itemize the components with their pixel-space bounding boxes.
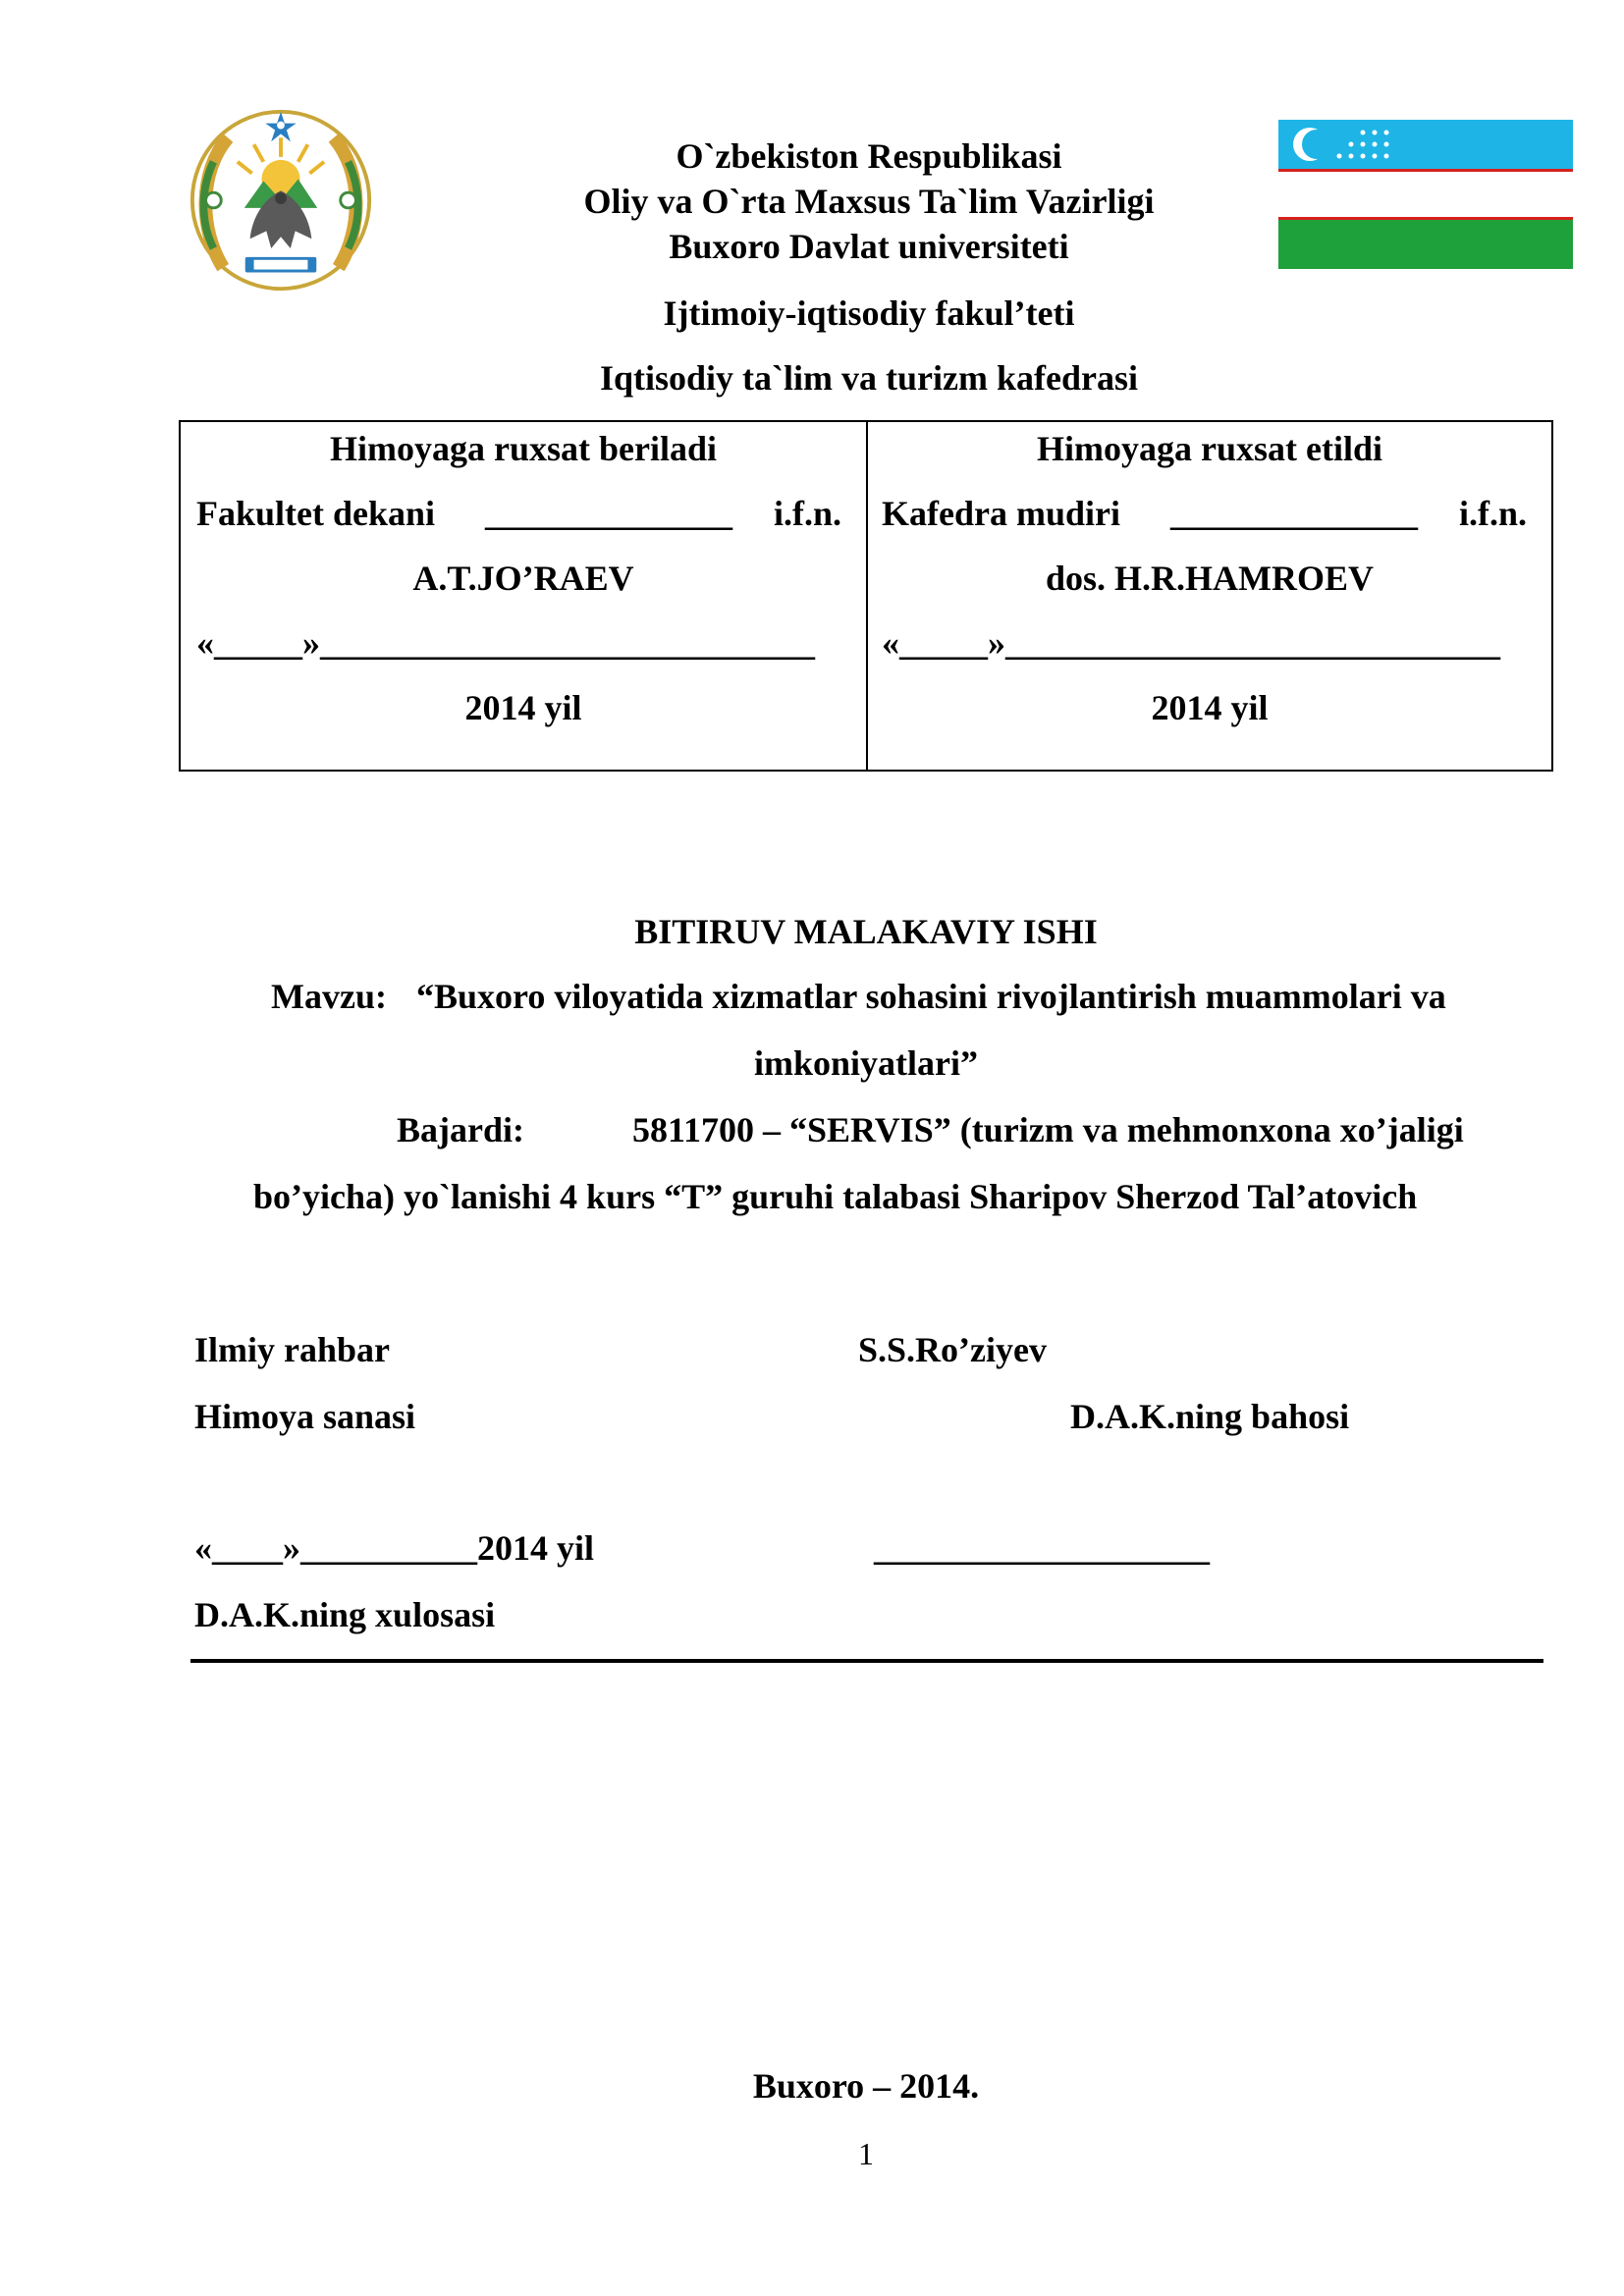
page-number: 1 [858,2136,874,2171]
topic-line-1: “Buxoro viloyatida xizmatlar sohasini rivojlantirish muammolari va [416,977,1446,1016]
approval-left-cell [181,422,868,770]
approval-left-degree: i.f.n. [774,494,842,533]
advisor-label: Ilmiy rahbar [194,1330,391,1369]
approval-right-role: Kafedra mudiri [882,494,1120,533]
work-title: BITIRUV MALAKAVIY ISHI [634,912,1098,951]
approval-left-name: A.T.JO’RAEV [412,559,634,598]
approval-table [179,420,1553,772]
author-line-1: 5811700 – “SERVIS” (turizm va mehmonxona xo’jaligi [632,1110,1464,1149]
city-year: Buxoro – 2014. [752,2066,980,2106]
approval-right-date-blank: «_____»____________________________ [882,623,1500,663]
author-line-2: bo’yicha) yo`lanishi 4 kurs “T” guruhi talabasi Sharipov Sherzod Tal’atovich [253,1177,1418,1216]
advisor-name: S.S.Ro’ziyev [858,1330,1047,1369]
faculty-name: Ijtimoiy-iqtisodiy fakul’teti [663,294,1075,333]
university-name: Buxoro Davlat universiteti [669,227,1069,266]
defense-date-label: Himoya sanasi [194,1397,416,1436]
approval-left-date-blank: «_____»____________________________ [196,623,815,663]
approval-left-blank: ______________ [485,494,732,533]
conclusion-rule [190,1659,1543,1663]
department-name: Iqtisodiy ta`lim va turizm kafedrasi [600,358,1138,398]
grade-label: D.A.K.ning bahosi [1070,1397,1350,1436]
grade-blank: ___________________ [874,1528,1210,1568]
country-name: O`zbekiston Respublikasi [676,136,1062,176]
topic-line-2: imkoniyatlari” [753,1043,978,1083]
approval-left-year: 2014 yil [464,688,582,727]
defense-date-blank: «____»__________2014 yil [194,1528,595,1568]
approval-right-title: Himoyaga ruxsat etildi [1037,429,1382,468]
approval-right-cell [868,422,1555,770]
conclusion-label: D.A.K.ning xulosasi [194,1595,496,1634]
approval-right-year: 2014 yil [1151,688,1269,727]
approval-left-role: Fakultet dekani [196,494,436,533]
approval-right-name: dos. H.R.HAMROEV [1045,559,1375,598]
ministry-name: Oliy va O`rta Maxsus Ta`lim Vazirligi [583,182,1155,221]
approval-right-degree: i.f.n. [1459,494,1528,533]
topic-label: Mavzu: [271,977,387,1016]
approval-left-title: Himoyaga ruxsat beriladi [330,429,717,468]
author-label: Bajardi: [397,1110,524,1149]
uzbekistan-state-emblem-icon [185,104,377,296]
approval-right-blank: ______________ [1170,494,1418,533]
